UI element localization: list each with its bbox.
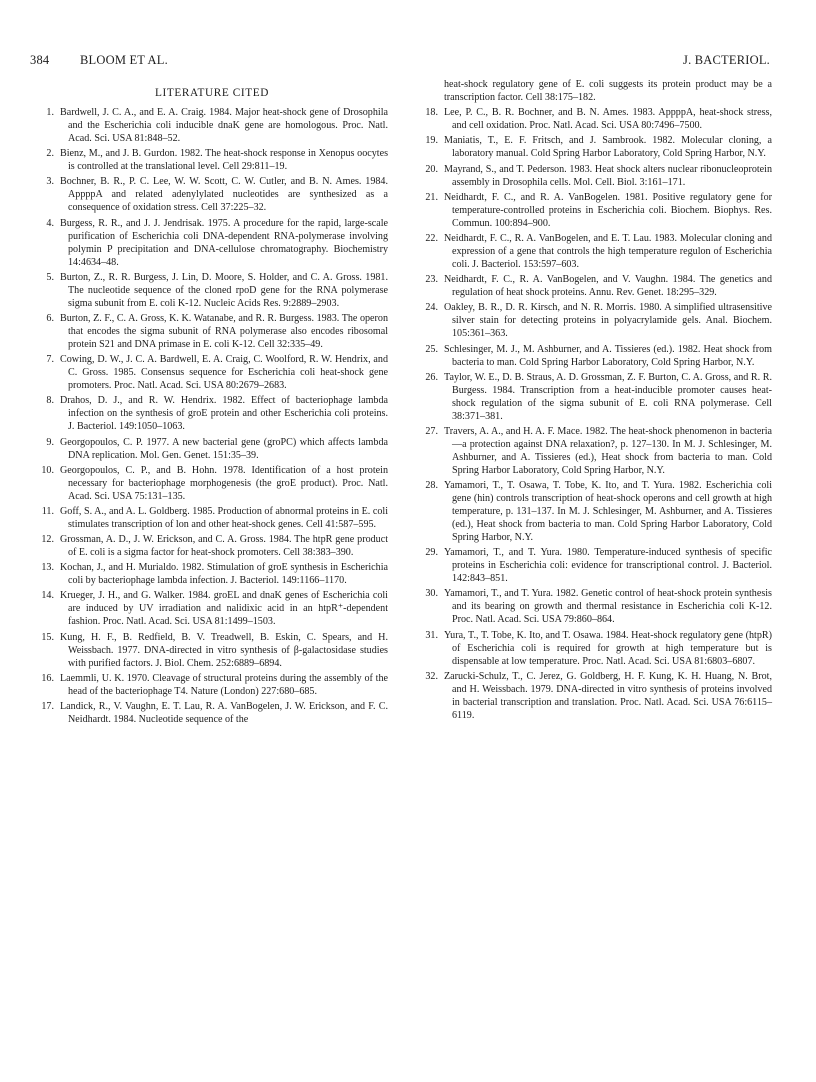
reference-item xyxy=(420,479,772,544)
reference-item xyxy=(420,273,772,299)
reference-text: Neidhardt, F. C., R. A. VanBogelen, and V. Vaughn. 1984. The genetics and regulation of heat shock proteins. Annu. Rev. Genet. 18:295–329. xyxy=(444,274,772,299)
page-number: 384 xyxy=(30,53,50,67)
reference-list-right xyxy=(420,106,772,722)
reference-number: 26. xyxy=(425,371,438,383)
reference-text: Travers, A. A., and H. A. F. Mace. 1982. The heat-shock phenomenon in bacteria—a protection against DNA relaxation?, p. 127–130. In M. J. Schlesinger, M. Ashburner, and A. Tissieres (ed.), Heat shock from bacteria to man. Cold Spring Harbor Laboratory, Cold Spring Harbor, N.Y. xyxy=(444,425,772,476)
reference-text: Kung, H. F., B. Redfield, B. V. Treadwell, B. Eskin, C. Spears, and H. Weissbach. 1977. DNA-directed in vitro synthesis of β-galactosidase studies with purified factors. J. Biol. Chem. 252:6889–6894. xyxy=(60,631,388,669)
reference-item xyxy=(36,106,388,145)
reference-number: 11. xyxy=(41,505,54,517)
reference-number: 20. xyxy=(425,163,438,175)
reference-number: 31. xyxy=(425,629,438,641)
reference-number: 1. xyxy=(46,107,54,118)
reference-item xyxy=(420,301,772,340)
reference-item xyxy=(420,629,772,668)
reference-text: Bienz, M., and J. B. Gurdon. 1982. The heat-shock response in Xenopus oocytes is controlled at the translational level. Cell 29:811–19. xyxy=(60,148,388,173)
reference-text: Maniatis, T., E. F. Fritsch, and J. Sambrook. 1982. Molecular cloning, a laboratory manual. Cold Spring Harbor Laboratory, Cold Spring Harbor, N.Y. xyxy=(444,135,772,160)
reference-item xyxy=(36,312,388,351)
reference-number: 2. xyxy=(46,148,54,160)
reference-text: Bochner, B. R., P. C. Lee, W. W. Scott, C. W. Cutler, and B. N. Ames. 1984. AppppA and related adenylylated nucleotides are synthesized as a consequence of oxidation stress. Cell 37:225–32. xyxy=(60,176,388,214)
reference-item xyxy=(420,163,772,189)
reference-item xyxy=(36,561,388,587)
reference-text: Neidhardt, F. C., R. A. VanBogelen, and E. T. Lau. 1983. Molecular cloning and expression of a gene that controls the high temperature regulon of Escherichia coli. J. Bacteriol. 153:597–603. xyxy=(444,232,772,270)
reference-number: 24. xyxy=(425,302,438,314)
reference-number: 7. xyxy=(46,354,54,366)
reference-item xyxy=(36,464,388,503)
reference-number: 29. xyxy=(425,547,438,559)
running-authors: BLOOM ET AL. xyxy=(80,53,168,67)
reference-item xyxy=(420,343,772,369)
reference-text: Yamamori, T., T. Osawa, T. Tobe, K. Ito, and T. Yura. 1982. Escherichia coli gene (hin) controls transcription of heat-shock operons and cell growth at high temperature, p. 131–137. In M. J. Schlesinger, M. Ashburner, and A. Tissieres (ed.), Heat shock from bacteria to man. Cold Spring Harbor Laboratory, Cold Spring Harbor, N.Y. xyxy=(444,480,772,544)
reference-number: 25. xyxy=(425,343,438,355)
reference-number: 16. xyxy=(41,672,54,684)
reference-text: Georgopoulos, C. P., and B. Hohn. 1978. Identification of a host protein necessary for bacteriophage morphogenesis (the groE product). Proc. Natl. Acad. Sci. USA 75:131–135. xyxy=(60,464,388,502)
reference-number: 21. xyxy=(425,191,438,203)
reference-text: Neidhardt, F. C., and R. A. VanBogelen. 1981. Positive regulatory gene for temperature-controlled proteins in Escherichia coli. Biochem. Biophys. Res. Commun. 100:894–900. xyxy=(444,191,772,229)
reference-text: Drahos, D. J., and R. W. Hendrix. 1982. Effect of bacteriophage lambda infection on the synthesis of groE protein and other Escherichia coli proteins. J. Bacteriol. 149:1050–1063. xyxy=(60,395,388,433)
reference-text: Cowing, D. W., J. C. A. Bardwell, E. A. Craig, C. Woolford, R. W. Hendrix, and C. Gross. 1985. Consensus sequence for Escherichia coli heat-shock gene promoters. Proc. Natl. Acad. Sci. USA 80:2679–2683. xyxy=(60,354,388,392)
reference-item xyxy=(420,134,772,160)
reference-text: Bardwell, J. C. A., and E. A. Craig. 1984. Major heat-shock gene of Drosophila and the Escherichia coli inducible dnaK gene are homologous. Proc. Natl. Acad. Sci. USA 81:848–52. xyxy=(60,107,388,144)
reference-text: Burton, Z., R. R. Burgess, J. Lin, D. Moore, S. Holder, and C. A. Gross. 1981. The nucleotide sequence of the cloned rpoD gene for the RNA polymerase sigma subunit from E. coli K-12. Nucleic Acids Res. 9:2889–2903. xyxy=(60,271,388,309)
reference-number: 5. xyxy=(46,271,54,283)
reference-text: Kochan, J., and H. Murialdo. 1982. Stimulation of groE synthesis in Escherichia coli by bacteriophage lambda infection. J. Bacteriol. 149:1166–1170. xyxy=(60,562,388,587)
page-header xyxy=(30,53,770,73)
reference-number: 32. xyxy=(425,670,438,682)
reference-item xyxy=(36,672,388,698)
reference-item xyxy=(36,700,388,726)
reference-number: 30. xyxy=(425,588,438,600)
reference-item xyxy=(420,587,772,626)
reference-item xyxy=(36,217,388,269)
reference-item xyxy=(36,631,388,670)
reference-item xyxy=(36,147,388,173)
reference-item xyxy=(36,271,388,310)
left-column xyxy=(36,83,388,728)
reference-text: Landick, R., V. Vaughn, E. T. Lau, R. A. VanBogelen, J. W. Erickson, and F. C. Neidhardt. 1984. Nucleotide sequence of the xyxy=(60,701,388,725)
reference-number: 13. xyxy=(41,562,54,574)
reference-number: 23. xyxy=(425,274,438,286)
reference-text: Taylor, W. E., D. B. Straus, A. D. Grossman, Z. F. Burton, C. A. Gross, and R. R. Burgess. 1984. Transcription from a heat-inducible promoter causes heat-shock regulation of the sigma subunit of E. coli RNA polymerase. Cell 38:371–381. xyxy=(444,371,772,422)
reference-number: 28. xyxy=(425,480,438,492)
reference-text: Yura, T., T. Tobe, K. Ito, and T. Osawa. 1984. Heat-shock regulatory gene (htpR) of Escherichia coli is required for growth at high temperature but is dispensable at low temperature. Proc. Natl. Acad. Sci. USA 81:6803–6807. xyxy=(444,629,772,667)
reference-text: Burgess, R. R., and J. J. Jendrisak. 1975. A procedure for the rapid, large-scale purification of Escherichia coli DNA-dependent RNA-polymerase involving polymin P precipitation and DNA-cellulose chromatography. Biochemistry 14:4634–48. xyxy=(60,217,388,268)
reference-item xyxy=(420,546,772,585)
reference-number: 18. xyxy=(425,107,438,119)
reference-text: Oakley, B. R., D. R. Kirsch, and N. R. Morris. 1980. A simplified ultrasensitive silver stain for detecting proteins in polyacrylamide gels. Anal. Biochem. 105:361–363. xyxy=(444,302,772,340)
reference-item xyxy=(36,353,388,392)
reference-number: 19. xyxy=(425,135,438,147)
reference-item xyxy=(36,505,388,531)
reference-number: 14. xyxy=(41,590,54,602)
reference-text: Laemmli, U. K. 1970. Cleavage of structural proteins during the assembly of the head of the bacteriophage T4. Nature (London) 227:680–685. xyxy=(60,672,388,697)
reference-number: 22. xyxy=(425,232,438,244)
journal-name: J. BACTERIOL. xyxy=(683,53,770,67)
reference-text: Krueger, J. H., and G. Walker. 1984. groEL and dnaK genes of Escherichia coli are induced by UV irradiation and nalidixic acid in an htpR⁺-dependent fashion. Proc. Natl. Acad. Sci. USA 81:1499–1503. xyxy=(60,590,388,628)
reference-number: 17. xyxy=(41,701,54,712)
reference-number: 8. xyxy=(46,395,54,407)
reference-text: Mayrand, S., and T. Pederson. 1983. Heat shock alters nuclear ribonucleoprotein assembly in Drosophila cells. Mol. Cell. Biol. 3:161–171. xyxy=(444,163,772,188)
reference-item xyxy=(36,533,388,559)
reference-number: 6. xyxy=(46,312,54,324)
reference-item xyxy=(36,175,388,214)
right-column xyxy=(420,78,772,724)
reference-item xyxy=(36,436,388,462)
reference-item xyxy=(36,589,388,628)
reference-number: 4. xyxy=(46,217,54,229)
reference-text: Georgopoulos, C. P. 1977. A new bacterial gene (groPC) which affects lambda DNA replication. Mol. Gen. Genet. 151:35–39. xyxy=(60,436,388,461)
reference-item xyxy=(36,394,388,433)
reference-text: Grossman, A. D., J. W. Erickson, and C. A. Gross. 1984. The htpR gene product of E. coli is a sigma factor for heat-shock promoters. Cell 38:383–390. xyxy=(60,534,388,559)
reference-number: 12. xyxy=(41,534,54,546)
reference-item xyxy=(420,425,772,477)
reference-number: 9. xyxy=(46,436,54,448)
reference-item xyxy=(420,191,772,230)
reference-number: 27. xyxy=(425,425,438,437)
reference-text: Zarucki-Schulz, T., C. Jerez, G. Goldberg, H. F. Kung, K. H. Huang, N. Brot, and H. Weissbach. 1979. DNA-directed in vitro synthesis of proteins involved in bacterial transcription and translation. Proc. Natl. Acad. Sci. USA 76:6115–6119. xyxy=(444,670,772,721)
reference-number: 15. xyxy=(41,631,54,643)
reference-text: Lee, P. C., B. R. Bochner, and B. N. Ames. 1983. AppppA, heat-shock stress, and cell oxidation. Proc. Natl. Acad. Sci. USA 80:7496–7500. xyxy=(444,107,772,132)
reference-text: Yamamori, T., and T. Yura. 1982. Genetic control of heat-shock protein synthesis and its bearing on growth and thermal resistance in Escherichia coli K-12. Proc. Natl. Acad. Sci. USA 79:860–864. xyxy=(444,588,772,626)
reference-text: Yamamori, T., and T. Yura. 1980. Temperature-induced synthesis of specific proteins in Escherichia coli: evidence for transcriptional control. J. Bacteriol. 142:843–851. xyxy=(444,547,772,585)
reference-list-left xyxy=(36,106,388,726)
reference-number: 3. xyxy=(46,176,54,188)
reference-item xyxy=(420,232,772,271)
reference-number: 10. xyxy=(41,464,54,476)
reference-text: Goff, S. A., and A. L. Goldberg. 1985. Production of abnormal proteins in E. coli stimulates transcription of lon and other heat-shock genes. Cell 41:587–595. xyxy=(60,505,388,530)
reference-item xyxy=(420,106,772,132)
section-title: LITERATURE CITED xyxy=(154,87,270,99)
reference-item xyxy=(420,670,772,722)
reference-text: Schlesinger, M. J., M. Ashburner, and A. Tissieres (ed.). 1982. Heat shock from bacteria to man. Cold Spring Harbor Laboratory, Cold Spring Harbor, N.Y. xyxy=(444,343,772,368)
reference-item xyxy=(420,371,772,423)
reference-continuation: heat-shock regulatory gene of E. coli suggests its protein product may be a transcription factor. Cell 38:175–182. xyxy=(444,79,772,103)
reference-text: Burton, Z. F., C. A. Gross, K. K. Watanabe, and R. R. Burgess. 1983. The operon that encodes the sigma subunit of RNA polymerase also encodes ribosomal protein S21 and DNA primase in E. coli K-12. Cell 32:335–49. xyxy=(60,312,388,350)
